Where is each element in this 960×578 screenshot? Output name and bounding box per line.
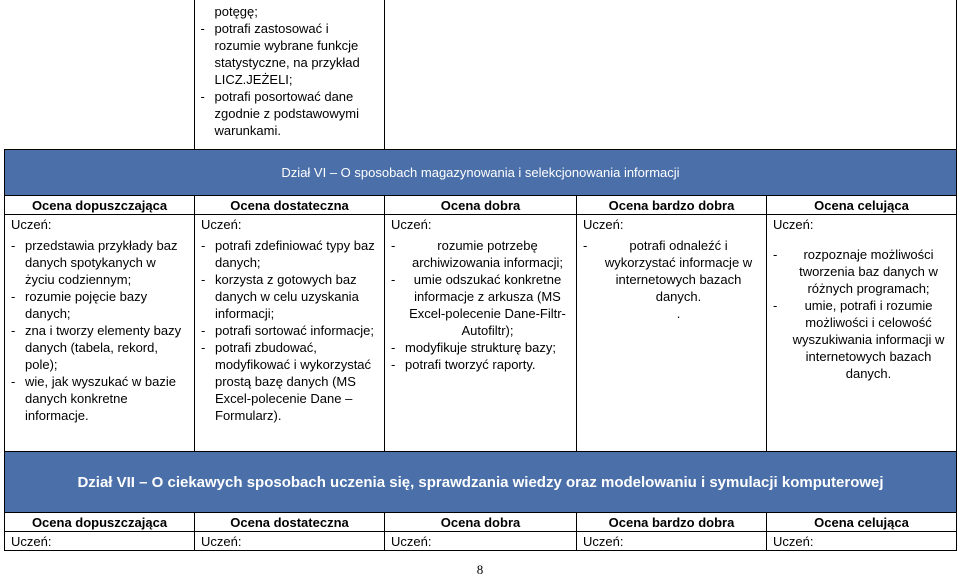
requirement-tail: . <box>676 306 681 321</box>
grade-header: Ocena dopuszczająca <box>5 513 195 532</box>
student-row <box>5 532 957 551</box>
requirement-item: - rozumie pojęcie bazy danych; <box>11 288 188 322</box>
grade-header-row <box>5 196 957 215</box>
requirement-item: - wie, jak wyszukać w bazie danych konkretne informacje. <box>11 373 188 424</box>
requirement-item: - rozpoznaje możliwości tworzenia baz danych w różnych programach; <box>773 246 950 297</box>
continuation-text: potęgę; <box>214 4 258 19</box>
requirements-cell <box>195 215 385 452</box>
student-label: Uczeń: <box>583 533 624 549</box>
empty-cell <box>4 0 194 150</box>
student-cell <box>385 532 577 551</box>
requirements-cell <box>577 215 767 452</box>
student-label: Uczeń: <box>391 533 432 549</box>
grade-header: Ocena bardzo dobra <box>577 196 767 215</box>
student-cell <box>577 532 767 551</box>
grade-header: Ocena dostateczna <box>195 513 385 532</box>
requirement-item: - korzysta z gotowych baz danych w celu uzyskania informacji; <box>201 271 378 322</box>
requirement-item: - przedstawia przykłady baz danych spotykanych w życiu codziennym; <box>11 237 188 288</box>
grade-header-row <box>5 513 957 532</box>
grade-header: Ocena celująca <box>767 513 957 532</box>
student-cell <box>195 532 385 551</box>
student-label: Uczeń: <box>201 533 242 549</box>
grade-header: Ocena dobra <box>385 196 577 215</box>
student-label: Uczeń: <box>11 217 52 232</box>
student-label: Uczeń: <box>11 533 52 549</box>
student-cell <box>767 532 957 551</box>
requirement-item: - potrafi odnaleźć i wykorzystać informacje w internetowych bazach danych. <box>583 237 760 305</box>
requirement-item: - umie, potrafi i rozumie możliwości i celowość wyszukiwania informacji w internetowych bazach danych. <box>773 297 950 382</box>
previous-section-table <box>4 0 957 150</box>
student-label: Uczeń: <box>583 217 624 232</box>
empty-cell <box>384 0 956 150</box>
student-label: Uczeń: <box>391 217 432 232</box>
grade-header: Ocena dopuszczająca <box>5 196 195 215</box>
student-label: Uczeń: <box>773 217 814 232</box>
student-label: Uczeń: <box>201 217 242 232</box>
continuation-item: - potrafi zastosować i rozumie wybrane funkcje statystyczne, na przykład LICZ.JEŻELI; <box>201 20 378 88</box>
requirement-item: - umie odszukać konkretne informacje z arkusza (MS Excel-polecenie Dane-Filtr-Autofiltr); <box>391 271 570 339</box>
student-label: Uczeń: <box>773 533 814 549</box>
grade-header: Ocena dobra <box>385 513 577 532</box>
page-number: 8 <box>476 562 484 577</box>
requirement-item: - modyfikuje strukturę bazy; <box>391 339 570 356</box>
requirements-cell <box>5 215 195 452</box>
requirements-cell <box>385 215 577 452</box>
continuation-cell <box>194 0 384 150</box>
requirement-item: - potrafi sortować informacje; <box>201 322 378 339</box>
student-cell <box>5 532 195 551</box>
section-6-title: Dział VI – O sposobach magazynowania i selekcjonowania informacji <box>5 150 957 196</box>
requirement-item: - zna i tworzy elementy bazy danych (tabela, rekord, pole); <box>11 322 188 373</box>
section-7-title: Dział VII – O ciekawych sposobach uczenia się, sprawdzania wiedzy oraz modelowaniu i symulacji komputerowej <box>5 452 957 513</box>
requirement-item: - potrafi zdefiniować typy baz danych; <box>201 237 378 271</box>
requirement-item: - rozumie potrzebę archiwizowania informacji; <box>391 237 570 271</box>
grade-header: Ocena celująca <box>767 196 957 215</box>
requirement-item: - potrafi zbudować, modyfikować i wykorzystać prostą bazę danych (MS Excel-polecenie Dane – Formularz). <box>201 339 378 424</box>
requirement-item: - potrafi tworzyć raporty. <box>391 356 570 373</box>
continuation-item: - potrafi posortować dane zgodnie z podstawowymi warunkami. <box>201 88 378 139</box>
grade-header: Ocena bardzo dobra <box>577 513 767 532</box>
requirements-cell <box>767 215 957 452</box>
requirements-row <box>5 215 957 452</box>
grade-header: Ocena dostateczna <box>195 196 385 215</box>
grading-table <box>4 149 957 551</box>
